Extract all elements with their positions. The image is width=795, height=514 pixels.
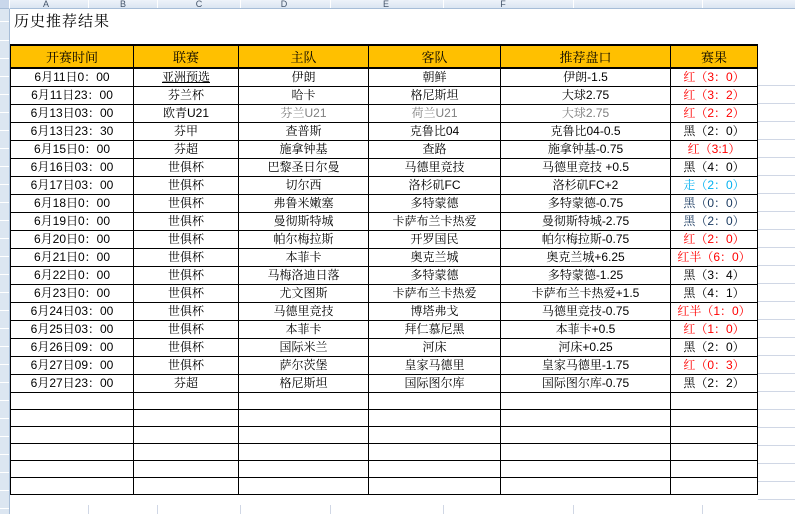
gridline	[443, 505, 444, 514]
cell-time[interactable]: 6月26日09：00	[11, 339, 134, 357]
empty-cell[interactable]	[134, 410, 239, 427]
empty-cell[interactable]	[671, 410, 758, 427]
empty-cell[interactable]	[134, 444, 239, 461]
column-header-C[interactable]: C	[195, 0, 203, 9]
cell-result[interactable]: 红（2：2）	[671, 105, 758, 123]
header-league[interactable]: 联赛	[134, 45, 239, 68]
cell-home[interactable]: 哈卡	[239, 87, 369, 105]
table-row	[11, 159, 758, 177]
cell-away[interactable]: 奥克兰城	[369, 249, 501, 267]
cell-home[interactable]: 尤文图斯	[239, 285, 369, 303]
empty-cell[interactable]	[671, 461, 758, 478]
gridlines-bottom-area	[10, 505, 795, 514]
empty-cell[interactable]	[501, 444, 671, 461]
empty-cell[interactable]	[239, 478, 369, 495]
header-away-team[interactable]: 客队	[369, 45, 501, 68]
cell-home[interactable]: 萨尔茨堡	[239, 357, 369, 375]
empty-cell[interactable]	[501, 427, 671, 444]
cell-league[interactable]: 世俱杯	[134, 177, 239, 195]
cell-time[interactable]: 6月22日0：00	[11, 267, 134, 285]
cell-home[interactable]: 弗鲁米嫩塞	[239, 195, 369, 213]
cell-away[interactable]: 洛杉矶FC	[369, 177, 501, 195]
cell-handicap[interactable]: 皇家马德里-1.75	[501, 357, 671, 375]
cell-away[interactable]: 格尼斯坦	[369, 87, 501, 105]
cell-time[interactable]: 6月20日0：00	[11, 231, 134, 249]
column-header-strip[interactable]	[10, 0, 795, 9]
cell-league[interactable]: 芬超	[134, 375, 239, 393]
cell-home[interactable]: 帕尔梅拉斯	[239, 231, 369, 249]
empty-cell[interactable]	[11, 393, 134, 410]
cell-away[interactable]: 开罗国民	[369, 231, 501, 249]
cell-handicap[interactable]: 奥克兰城+6.25	[501, 249, 671, 267]
empty-cell[interactable]	[239, 427, 369, 444]
cell-handicap[interactable]: 多特蒙德-1.25	[501, 267, 671, 285]
empty-cell[interactable]	[501, 478, 671, 495]
cell-handicap[interactable]: 卡萨布兰卡热爱+1.5	[501, 285, 671, 303]
table-row	[11, 123, 758, 141]
cell-away[interactable]: 河床	[369, 339, 501, 357]
cell-result[interactable]: 红（3：2）	[671, 87, 758, 105]
cell-handicap[interactable]: 本菲卡+0.5	[501, 321, 671, 339]
empty-cell[interactable]	[369, 478, 501, 495]
cell-away[interactable]: 国际图尔库	[369, 375, 501, 393]
cell-result[interactable]: 红（3：0）	[671, 68, 758, 87]
cell-league[interactable]: 芬超	[134, 141, 239, 159]
cell-league[interactable]: 芬兰杯	[134, 87, 239, 105]
table-row	[11, 68, 758, 87]
cell-time[interactable]: 6月15日0：00	[11, 141, 134, 159]
empty-cell[interactable]	[134, 478, 239, 495]
gridline	[88, 505, 89, 514]
empty-cell[interactable]	[501, 410, 671, 427]
cell-home[interactable]: 查普斯	[239, 123, 369, 141]
empty-cell[interactable]	[11, 478, 134, 495]
row-header-strip[interactable]	[0, 9, 10, 514]
cell-away[interactable]: 克鲁比04	[369, 123, 501, 141]
cell-result[interactable]: 黑（2：2）	[671, 375, 758, 393]
cell-handicap[interactable]: 马德里竞技 +0.5	[501, 159, 671, 177]
cell-result[interactable]: 黑（4：1）	[671, 285, 758, 303]
cell-time[interactable]: 6月21日0：00	[11, 249, 134, 267]
empty-cell[interactable]	[11, 410, 134, 427]
cell-result[interactable]: 红（0：3）	[671, 357, 758, 375]
empty-cell[interactable]	[239, 444, 369, 461]
cell-home[interactable]: 格尼斯坦	[239, 375, 369, 393]
gridline	[573, 505, 574, 514]
table-row	[11, 231, 758, 249]
cell-handicap[interactable]: 洛杉矶FC+2	[501, 177, 671, 195]
column-header-D[interactable]: D	[280, 0, 288, 9]
cell-league[interactable]: 世俱杯	[134, 267, 239, 285]
cell-home[interactable]: 切尔西	[239, 177, 369, 195]
cell-away[interactable]: 卡萨布兰卡热爱	[369, 213, 501, 231]
empty-cell[interactable]	[134, 393, 239, 410]
cell-home[interactable]: 施拿钟基	[239, 141, 369, 159]
cell-time[interactable]: 6月17日03：00	[11, 177, 134, 195]
cell-handicap[interactable]: 大球2.75	[501, 87, 671, 105]
results-table-body	[11, 68, 758, 495]
cell-time[interactable]: 6月27日09：00	[11, 357, 134, 375]
cell-result[interactable]: 红半（6：0）	[671, 249, 758, 267]
cell-handicap[interactable]: 马德里竞技-0.75	[501, 303, 671, 321]
cell-league[interactable]: 世俱杯	[134, 285, 239, 303]
cell-away[interactable]: 查路	[369, 141, 501, 159]
column-separator	[573, 0, 574, 9]
column-separator	[240, 0, 241, 9]
empty-cell[interactable]	[11, 461, 134, 478]
empty-cell[interactable]	[134, 461, 239, 478]
cell-time[interactable]: 6月11日0：00	[11, 68, 134, 87]
table-row	[11, 177, 758, 195]
cell-handicap[interactable]: 多特蒙德-0.75	[501, 195, 671, 213]
column-header-F[interactable]: F	[500, 0, 506, 9]
empty-cell[interactable]	[134, 427, 239, 444]
gridline	[157, 505, 158, 514]
cell-league[interactable]: 世俱杯	[134, 213, 239, 231]
cell-away[interactable]: 皇家马德里	[369, 357, 501, 375]
column-header-B[interactable]: B	[119, 0, 127, 9]
cell-handicap[interactable]: 曼彻斯特城-2.75	[501, 213, 671, 231]
cell-time[interactable]: 6月27日23：00	[11, 375, 134, 393]
cell-result[interactable]: 红（1：0）	[671, 321, 758, 339]
cell-time[interactable]: 6月18日0：00	[11, 195, 134, 213]
cell-handicap[interactable]: 大球2.75	[501, 105, 671, 123]
cell-league[interactable]: 亚洲预选	[134, 68, 239, 87]
cell-time[interactable]: 6月16日03：00	[11, 159, 134, 177]
page-title: 历史推荐结果	[14, 13, 111, 30]
table-row	[11, 141, 758, 159]
empty-cell[interactable]	[239, 410, 369, 427]
cell-away[interactable]: 荷兰U21	[369, 105, 501, 123]
cell-away[interactable]: 拜仁慕尼黑	[369, 321, 501, 339]
cell-time[interactable]: 6月13日23：30	[11, 123, 134, 141]
empty-table-row	[11, 478, 758, 495]
cell-result[interactable]: 走（2：0）	[671, 177, 758, 195]
empty-table-row	[11, 461, 758, 478]
empty-cell[interactable]	[501, 461, 671, 478]
column-separator	[157, 0, 158, 9]
cell-home[interactable]: 芬兰U21	[239, 105, 369, 123]
table-row	[11, 357, 758, 375]
cell-home[interactable]: 本菲卡	[239, 249, 369, 267]
empty-cell[interactable]	[671, 478, 758, 495]
column-header-A[interactable]: A	[42, 0, 50, 9]
cell-handicap[interactable]: 河床+0.25	[501, 339, 671, 357]
empty-cell[interactable]	[369, 427, 501, 444]
table-row	[11, 321, 758, 339]
cell-away[interactable]: 卡萨布兰卡热爱	[369, 285, 501, 303]
cell-away[interactable]: 博塔弗戈	[369, 303, 501, 321]
cell-time[interactable]: 6月23日0：00	[11, 285, 134, 303]
header-row	[11, 45, 758, 68]
gridline	[240, 505, 241, 514]
empty-table-row	[11, 410, 758, 427]
cell-handicap[interactable]: 施拿钟基-0.75	[501, 141, 671, 159]
column-separator	[443, 0, 444, 9]
cell-home[interactable]: 马德里竞技	[239, 303, 369, 321]
cell-time[interactable]: 6月11日23：00	[11, 87, 134, 105]
gridline	[330, 505, 331, 514]
table-row	[11, 87, 758, 105]
cell-result[interactable]: 红（2：0）	[671, 231, 758, 249]
cell-home[interactable]: 国际米兰	[239, 339, 369, 357]
cell-handicap[interactable]: 国际图尔库-0.75	[501, 375, 671, 393]
cell-home[interactable]: 曼彻斯特城	[239, 213, 369, 231]
empty-cell[interactable]	[239, 461, 369, 478]
table-row	[11, 339, 758, 357]
empty-cell[interactable]	[369, 461, 501, 478]
header-handicap[interactable]: 推荐盘口	[501, 45, 671, 68]
cell-league[interactable]: 世俱杯	[134, 195, 239, 213]
sheet-corner[interactable]	[0, 0, 10, 9]
cell-result[interactable]: 黑（4：0）	[671, 159, 758, 177]
cell-away[interactable]: 多特蒙德	[369, 267, 501, 285]
table-row	[11, 267, 758, 285]
empty-cell[interactable]	[671, 427, 758, 444]
column-separator	[88, 0, 89, 9]
cell-home[interactable]: 马梅洛迪日落	[239, 267, 369, 285]
cell-result[interactable]: 黑（2：0）	[671, 213, 758, 231]
results-table	[10, 44, 758, 495]
cell-league[interactable]: 世俱杯	[134, 357, 239, 375]
cell-result[interactable]: 黑（2：0）	[671, 339, 758, 357]
cell-away[interactable]: 多特蒙德	[369, 195, 501, 213]
empty-cell[interactable]	[369, 444, 501, 461]
empty-cell[interactable]	[239, 393, 369, 410]
cell-league[interactable]: 世俱杯	[134, 339, 239, 357]
empty-cell[interactable]	[369, 410, 501, 427]
cell-home[interactable]: 巴黎圣日尔曼	[239, 159, 369, 177]
table-row	[11, 303, 758, 321]
cell-time[interactable]: 6月25日03：00	[11, 321, 134, 339]
cell-home[interactable]: 本菲卡	[239, 321, 369, 339]
table-row	[11, 213, 758, 231]
cell-handicap[interactable]: 克鲁比04-0.5	[501, 123, 671, 141]
cell-handicap[interactable]: 帕尔梅拉斯-0.75	[501, 231, 671, 249]
table-row	[11, 375, 758, 393]
empty-cell[interactable]	[501, 393, 671, 410]
header-start-time[interactable]: 开赛时间	[11, 45, 134, 68]
empty-table-row	[11, 444, 758, 461]
table-row	[11, 249, 758, 267]
cell-league[interactable]: 芬甲	[134, 123, 239, 141]
empty-table-row	[11, 393, 758, 410]
column-separator	[330, 0, 331, 9]
cell-league[interactable]: 欧青U21	[134, 105, 239, 123]
cell-result[interactable]: 黑（3：4）	[671, 267, 758, 285]
header-result[interactable]: 赛果	[671, 45, 758, 68]
cell-result[interactable]: 红半（1：0）	[671, 303, 758, 321]
empty-cell[interactable]	[11, 427, 134, 444]
table-row	[11, 285, 758, 303]
cell-away[interactable]: 马德里竞技	[369, 159, 501, 177]
column-separator	[702, 0, 703, 9]
gridline	[702, 505, 703, 514]
cell-result[interactable]: 黑（2：0）	[671, 123, 758, 141]
gridlines-right-area	[758, 68, 795, 506]
cell-home[interactable]: 伊朗	[239, 68, 369, 87]
cell-result[interactable]: 红（3:1）	[671, 141, 758, 159]
cell-league[interactable]: 世俱杯	[134, 303, 239, 321]
cell-time[interactable]: 6月24日03：00	[11, 303, 134, 321]
table-row	[11, 195, 758, 213]
header-home-team[interactable]: 主队	[239, 45, 369, 68]
cell-handicap[interactable]: 伊朗-1.5	[501, 68, 671, 87]
results-table-header	[11, 45, 758, 68]
cell-time[interactable]: 6月13日03：00	[11, 105, 134, 123]
cell-time[interactable]: 6月19日0：00	[11, 213, 134, 231]
cell-league[interactable]: 世俱杯	[134, 321, 239, 339]
column-header-E[interactable]: E	[382, 0, 390, 9]
empty-cell[interactable]	[369, 393, 501, 410]
empty-cell[interactable]	[11, 444, 134, 461]
empty-cell[interactable]	[671, 444, 758, 461]
cell-league[interactable]: 世俱杯	[134, 249, 239, 267]
cell-result[interactable]: 黑（0：0）	[671, 195, 758, 213]
empty-cell[interactable]	[671, 393, 758, 410]
table-row	[11, 105, 758, 123]
empty-table-row	[11, 427, 758, 444]
cell-away[interactable]: 朝鲜	[369, 68, 501, 87]
cell-league[interactable]: 世俱杯	[134, 159, 239, 177]
cell-league[interactable]: 世俱杯	[134, 231, 239, 249]
